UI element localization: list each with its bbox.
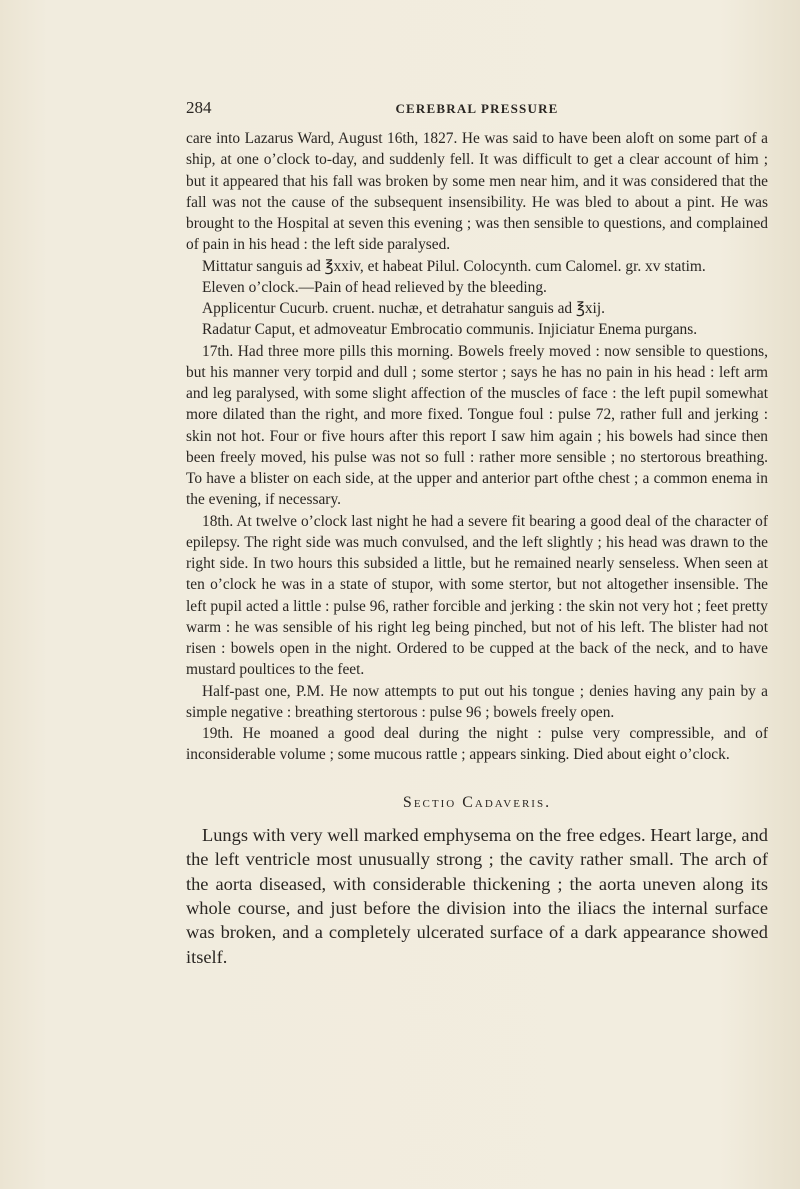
day-17-paragraph: 17th. Had three more pills this morning. Bowels freely moved : now sensible to questions, but his manner very torpid and dull ; some stertor ; says he has no pain in his head : left arm and leg paralysed, with some slight affection of the muscles of face : the left pupil somewhat more dilated than the right, and more fixed. Tongue foul : pulse 72, rather full and jerking : skin not hot. Four or five hours after this report I saw him again ; his bowels had since then been freely moved, his pulse was not so full : rather more sensible ; no stertorous breathing. To have a blister on each side, at the upper and anterior part ofthe chest ; a common enema in the evening, if necessary. — [186, 342, 768, 509]
prescription-paragraph: Applicentur Cucurb. cruent. nuchæ, et detrahatur sanguis ad ℥xij. — [202, 300, 605, 317]
section-heading: Sectio Cadaveris. — [402, 793, 552, 811]
day-18-paragraph: 18th. At twelve o’clock last night he had a severe fit bearing a good deal of the character of epilepsy. The right side was much convulsed, and the left slightly ; his head was drawn to the right side. In two hours this subsided a little, but he remained nearly senseless. When seen at ten o’clock he was in a state of stupor, with some stertor, but not altogether insensible. The left pupil acted a little : pulse 96, rather forcible and jerking : the skin not very hot ; feet pretty warm : he was sensible of his right leg being pinched, but not of his left. The blister had not risen : bowels open in the night. Ordered to be cupped at the back of the neck, and to have mustard poultices to the feet. — [186, 512, 768, 679]
page-number: 284 — [186, 98, 212, 117]
page-header — [186, 98, 768, 124]
autopsy-paragraph: Lungs with very well marked emphysema on the free edges. Heart large, and the left ventricle most unusually strong ; the cavity rather small. The arch of the aorta diseased, with considerable thickening ; the aorta uneven along its whole course, and just before the division into the iliacs the internal surface was broken, and a completely ulcerated surface of a dark appearance showed itself. — [186, 824, 768, 967]
prescription-paragraph: Mittatur sanguis ad ℥xxiv, et habeat Pilul. Colocynth. cum Calomel. gr. xv statim. — [202, 257, 706, 275]
prescription-paragraph: Radatur Caput, et admoveatur Embrocatio communis. Injiciatur Enema purgans. — [202, 321, 698, 339]
case-paragraph: care into Lazarus Ward, August 16th, 1827. He was said to have been aloft on some part of a ship, at one o’clock to-day, and suddenly fell. It was difficult to get a clear account of him ; but it appeared that his fall was broken by some men near him, and it was considered that the fall was not the cause of the subsequent insensibility. He was bled to about a pint. He was brought to the Hospital at seven this evening ; was then sensible to questions, and complained of pain in his head : the left side paralysed. — [186, 130, 768, 254]
page-body — [186, 128, 768, 969]
note-paragraph: Eleven o’clock.—Pain of head relieved by the bleeding. — [202, 278, 547, 296]
day-19-paragraph: 19th. He moaned a good deal during the night : pulse very compressible, and of inconsiderable volume ; some mucous rattle ; appears sinking. Died about eight o’clock. — [186, 725, 768, 764]
afternoon-paragraph: Half-past one, P.M. He now attempts to put out his tongue ; denies having any pain by a simple negative : breathing stertorous : pulse 96 ; bowels freely open. — [186, 682, 768, 721]
running-head: CEREBRAL PRESSURE — [395, 101, 559, 116]
